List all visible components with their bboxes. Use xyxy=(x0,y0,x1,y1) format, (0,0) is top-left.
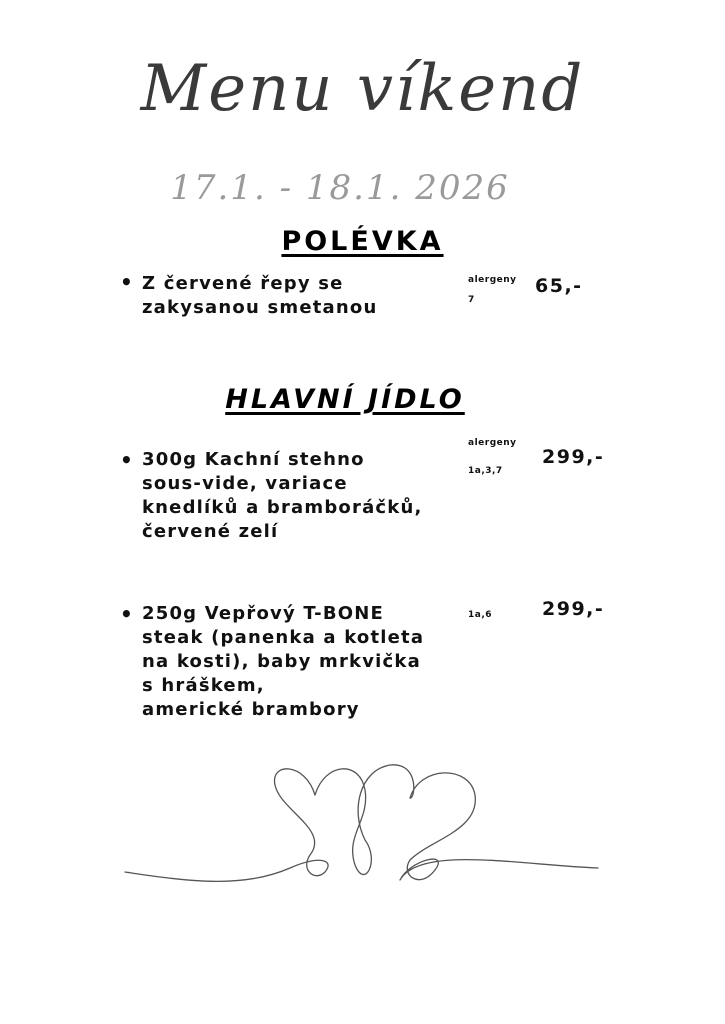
bullet: • xyxy=(120,602,133,626)
item-price: 299,- xyxy=(542,446,605,468)
menu-item-tbone xyxy=(120,598,640,738)
allergen-codes: 1a,3,7 xyxy=(468,466,503,476)
menu-title: Menu víkend xyxy=(140,52,585,126)
item-line: 300g Kachní stehno xyxy=(142,449,365,470)
item-line: Z červené řepy se xyxy=(142,273,344,294)
item-line: na kosti), baby mrkvička xyxy=(142,651,421,672)
allergen-label: alergeny xyxy=(468,438,517,448)
hearts-line-drawing-icon xyxy=(120,750,600,900)
item-line: s hráškem, xyxy=(142,675,265,696)
bullet: • xyxy=(120,448,133,472)
allergen-label: alergeny xyxy=(468,275,517,285)
item-line: sous-vide, variace xyxy=(142,473,348,494)
bullet: • xyxy=(120,270,133,294)
allergen-codes: 1a,6 xyxy=(468,610,493,620)
item-line: 250g Vepřový T-BONE xyxy=(142,603,385,624)
item-text xyxy=(142,448,472,544)
menu-item-duck xyxy=(120,438,640,548)
section-heading-main: HLAVNÍ JÍDLO xyxy=(225,384,465,415)
allergen-codes: 7 xyxy=(468,295,475,305)
item-text xyxy=(142,602,472,722)
item-price: 65,- xyxy=(535,275,583,297)
item-text xyxy=(142,272,472,320)
menu-date: 17.1. - 18.1. 2026 xyxy=(170,168,510,208)
menu-item-soup xyxy=(120,270,640,330)
item-price: 299,- xyxy=(542,598,605,620)
item-line: knedlíků a bramboráčků, xyxy=(142,497,423,518)
item-line: zakysanou smetanou xyxy=(142,297,378,318)
section-heading-soup: POLÉVKA xyxy=(281,226,444,257)
item-line: steak (panenka a kotleta xyxy=(142,627,425,648)
item-line: červené zelí xyxy=(142,521,279,542)
item-line: americké brambory xyxy=(142,699,360,720)
